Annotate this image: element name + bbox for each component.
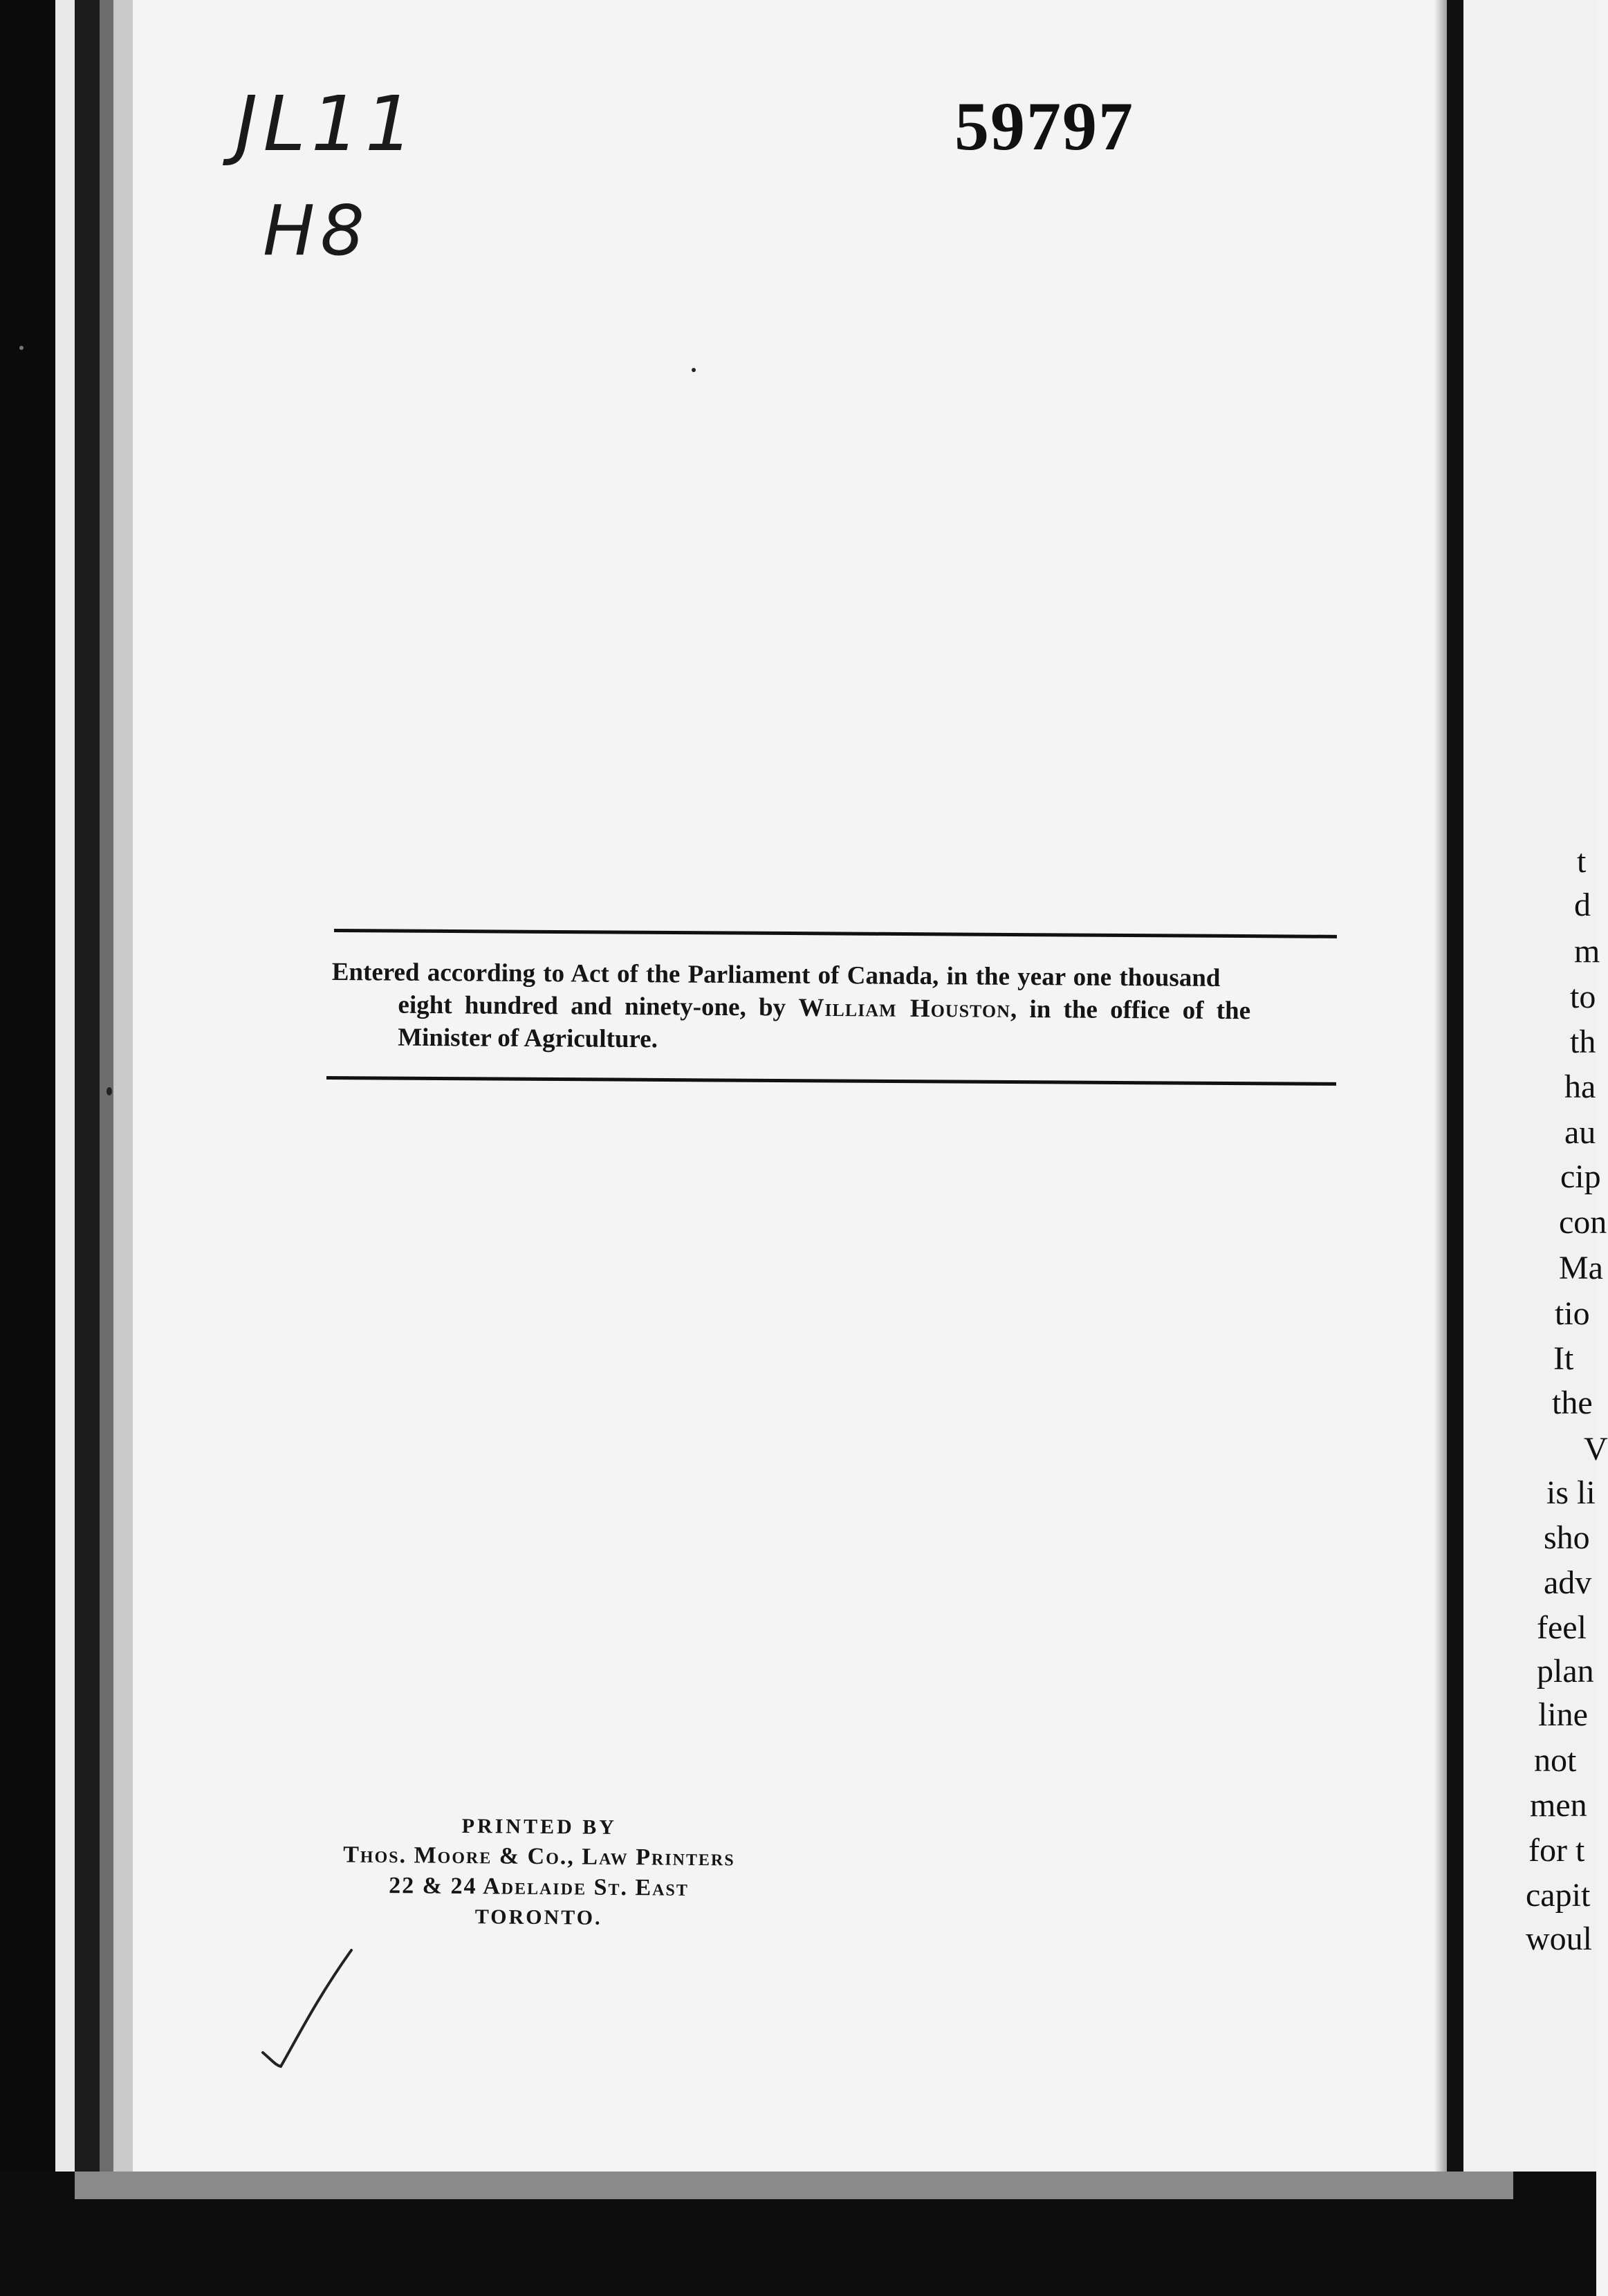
printer-imprint — [303, 1811, 774, 1935]
binding-highlight — [113, 0, 133, 2172]
facing-page-line: for t — [1528, 1832, 1585, 1869]
copyright-line3: Minister of Agriculture. — [398, 1023, 658, 1054]
facing-page-line: V — [1584, 1431, 1608, 1468]
scan-left-border — [0, 0, 55, 2296]
imprint-printed-by: PRINTED BY — [461, 1814, 618, 1839]
handwritten-shelfmark-line1: JL11 — [235, 80, 419, 168]
facing-page-line: men — [1530, 1787, 1587, 1824]
facing-page-line: feel — [1537, 1609, 1587, 1646]
imprint-city: TORONTO. — [474, 1905, 602, 1929]
facing-page-line: capit — [1526, 1877, 1591, 1914]
facing-page-line: m — [1574, 933, 1600, 970]
copyright-line2-start: eight hundred and ninety-one, by — [398, 990, 799, 1022]
handwritten-shelfmark-line2: H8 — [263, 190, 370, 271]
copyright-line2-end: , in the office of the — [1010, 994, 1251, 1026]
facing-page-line: tio — [1555, 1295, 1590, 1332]
facing-page-line: t — [1577, 843, 1587, 880]
paper-speck — [107, 1087, 112, 1095]
paper-speck — [19, 346, 24, 350]
facing-page-line: ha — [1564, 1068, 1596, 1105]
binding-edge — [100, 0, 113, 2172]
gutter-shadow — [1434, 0, 1447, 2178]
facing-page-line: not — [1534, 1742, 1577, 1779]
facing-page-line: It — [1553, 1340, 1574, 1377]
copyright-author: William Houston — [798, 993, 1011, 1024]
handwritten-checkmark-icon — [255, 1936, 365, 2075]
page-gutter — [1447, 0, 1463, 2185]
facing-page-line: to — [1570, 979, 1596, 1015]
binding-strip — [55, 0, 75, 2296]
facing-page-line: Ma — [1559, 1250, 1603, 1286]
facing-page-line: plan — [1537, 1653, 1594, 1689]
imprint-printer: Thos. Moore & Co., Law Printers — [343, 1842, 735, 1871]
facing-page-line: con — [1559, 1204, 1607, 1241]
imprint-address: 22 & 24 Adelaide St. East — [389, 1873, 690, 1901]
paper-speck — [692, 368, 696, 372]
facing-page-line: woul — [1526, 1920, 1592, 1957]
facing-page-line: d — [1574, 887, 1591, 923]
scan-bottom-edge — [75, 2172, 1513, 2199]
facing-page-line: au — [1564, 1114, 1596, 1151]
copyright-line1: Entered according to Act of the Parliament of Canada, in the year one thousand — [331, 957, 1221, 992]
binding-shadow — [75, 0, 100, 2172]
facing-page-line: is li — [1546, 1474, 1596, 1511]
facing-page-line: line — [1538, 1696, 1588, 1733]
facing-page-line: th — [1570, 1024, 1596, 1060]
accession-number: 59797 — [954, 88, 1134, 165]
facing-page-line: the — [1552, 1385, 1593, 1421]
facing-page-line: adv — [1544, 1564, 1592, 1601]
facing-page-line: sho — [1544, 1519, 1590, 1556]
copyright-notice — [331, 956, 1342, 1060]
facing-page-line: cip — [1560, 1158, 1601, 1195]
